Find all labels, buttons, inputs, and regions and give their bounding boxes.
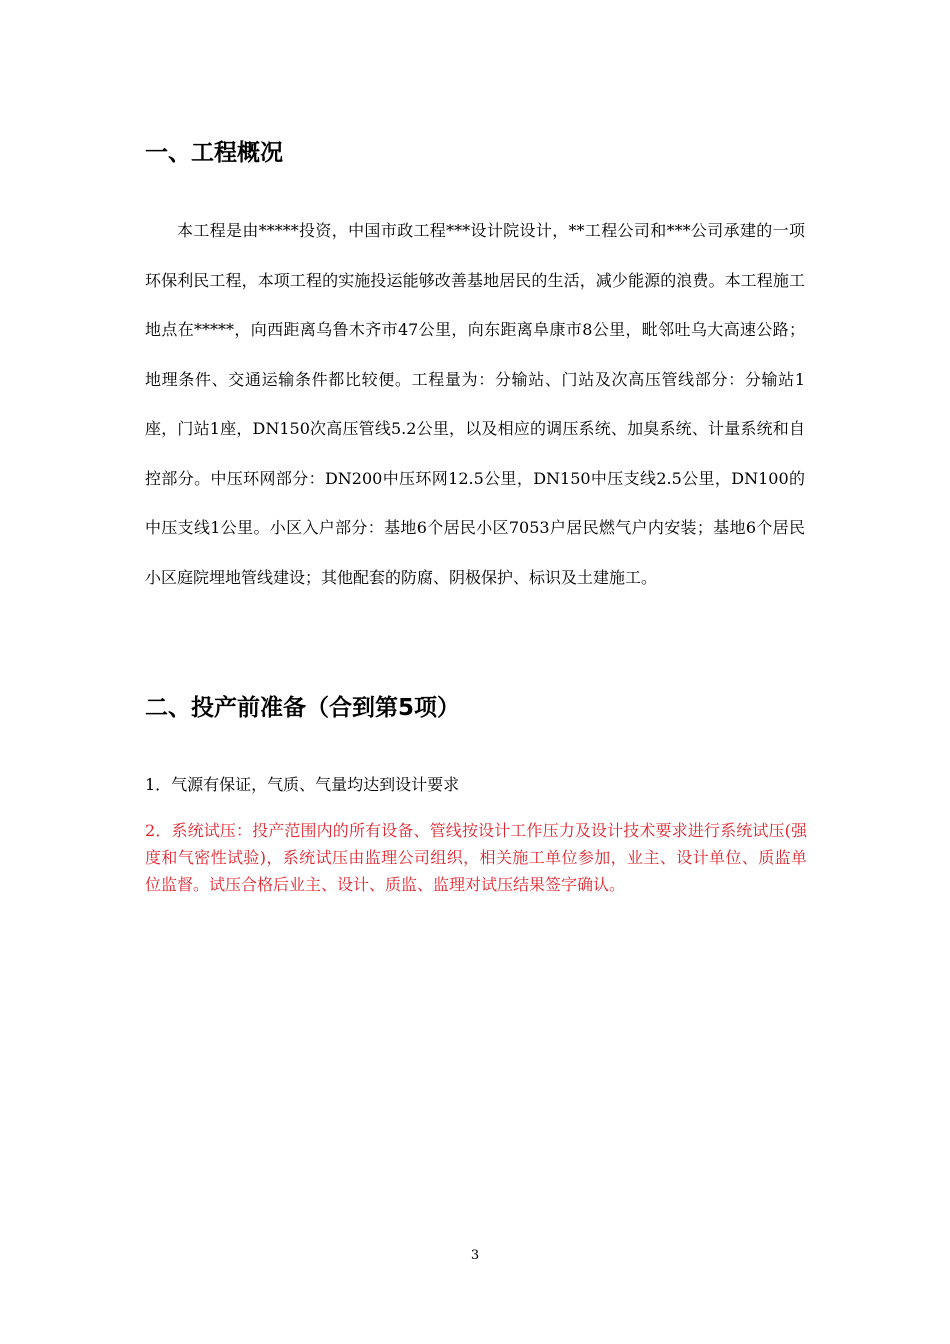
page-number: 3 [470, 1248, 480, 1263]
section-heading-project-overview: 一、工程概况 [145, 140, 283, 166]
preparation-item-pressure-test: 2．系统试压：投产范围内的所有设备、管线按设计工作压力及设计技术要求进行系统试压(强度和气密性试验)，系统试压由监理公司组织，相关施工单位参加，业主、设计单位、质监单位监督。试压合格后业主、设计、质监、监理对试压结果签字确认。 [145, 821, 807, 894]
preparation-item-gas-supply: 1．气源有保证，气质、气量均达到设计要求 [145, 775, 460, 794]
section-heading-pre-production-preparation: 二、投产前准备（合到第5项） [145, 695, 461, 721]
project-overview-paragraph: 本工程是由*****投资，中国市政工程***设计院设计，**工程公司和***公司承建的一项环保利民工程，本项工程的实施投运能够改善基地居民的生活，减少能源的浪费。本工程施工地点在*****，向西距离乌鲁木齐市47公里，向东距离阜康市8公里，毗邻吐乌大高速公路；地理条件、交通运输条件都比较便。工程量为：分输站、门站及次高压管线部分：分输站1座，门站1座，DN150次高压管线5.2公里，以及相应的调压系统、加臭系统、计量系统和自控部分。中压环网部分：DN200中压环网12.5公里，DN150中压支线2.5公里，DN100的中压支线1公里。小区入户部分：基地6个居民小区7053户居民燃气户内安装；基地6个居民小区庭院埋地管线建设；其他配套的防腐、阴极保护、标识及土建施工。 [145, 221, 805, 587]
